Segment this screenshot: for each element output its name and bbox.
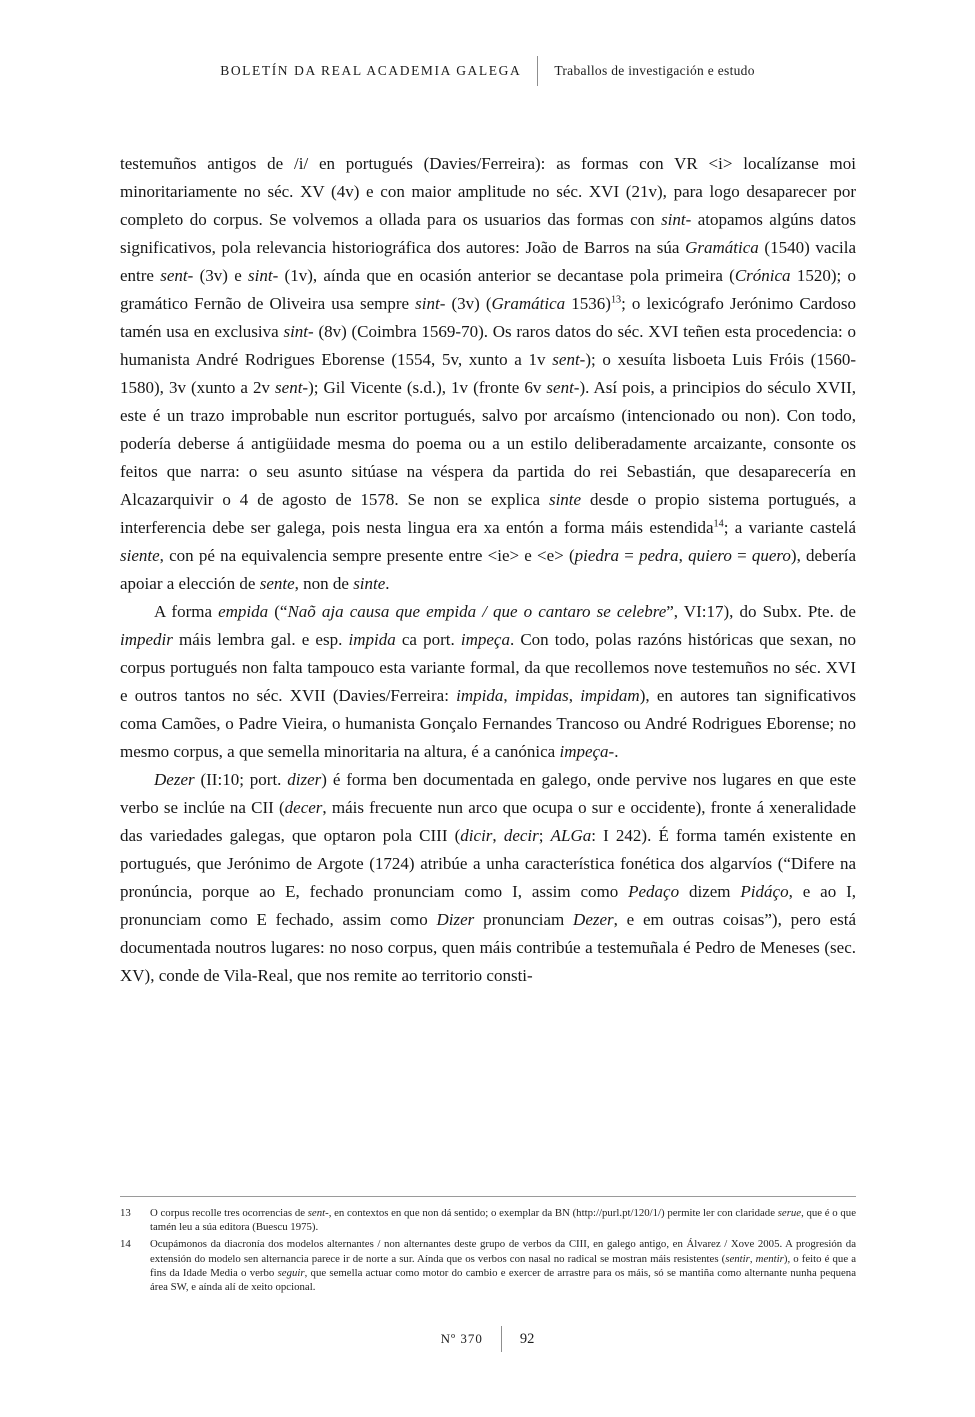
emphasis-text: seguir — [277, 1266, 305, 1279]
emphasis-text: piedra — [574, 546, 620, 565]
emphasis-text: Pidáço — [740, 882, 789, 901]
emphasis-text: siente — [120, 546, 160, 565]
footnotes — [120, 1196, 856, 1297]
emphasis-text: Crónica — [734, 266, 791, 285]
emphasis-text: sinte — [548, 490, 582, 509]
emphasis-text: impeça — [460, 630, 510, 649]
emphasis-text: dizer — [287, 770, 322, 789]
page-footer — [0, 1326, 975, 1352]
emphasis-text: quero — [751, 546, 791, 565]
issue-number: Nº 370 — [440, 1331, 483, 1346]
section-title: Traballos de investigación e estudo — [554, 63, 755, 78]
footnote-text: Ocupámonos da diacronía dos modelos alternantes / non alternantes deste grupo de verbos da CIII, en galego antigo, en Álvarez / Xove 2005. A progresión da extensión do modelo sen alternancia parece ir de norte a sur. Aínda que os verbos con nasal no radical se mostran máis resistentes (sentir, mentir), o feito é que a fins da Idade Media o verbo seguir, que semella actuar como motor do cambio e exercer de arrastre para os máis, só se mantiña como alternante nunha pequena área SW, e aínda alí de xeito opcional. — [150, 1238, 857, 1294]
emphasis-text: impidam — [580, 686, 640, 705]
emphasis-text: dicir — [460, 826, 493, 845]
footnote — [120, 1206, 856, 1234]
footnotes-list — [120, 1206, 856, 1294]
emphasis-text: sinte — [353, 574, 386, 593]
footnote-ref: 13 — [610, 294, 622, 306]
emphasis-text: impedir — [120, 630, 173, 649]
emphasis-text: sent- — [160, 266, 194, 285]
emphasis-text: quiero — [688, 546, 732, 565]
body-paragraphs — [120, 150, 856, 990]
footnote-number: 14 — [120, 1238, 131, 1251]
emphasis-text: pedra — [639, 546, 679, 565]
emphasis-text: sentir — [725, 1252, 750, 1265]
emphasis-text: sint- — [248, 266, 279, 285]
emphasis-text: Naõ aja causa que empida / que o cantaro se celebre — [287, 602, 667, 621]
footnote-number: 13 — [120, 1207, 131, 1219]
emphasis-text: serue — [777, 1207, 802, 1219]
emphasis-text: sent- — [552, 350, 586, 369]
emphasis-text: Dezer — [154, 770, 195, 789]
emphasis-text: decer — [284, 798, 323, 817]
emphasis-text: sent- — [275, 378, 309, 397]
emphasis-text: sint- — [283, 322, 314, 341]
footnote-rule — [120, 1196, 856, 1197]
emphasis-text: Dizer — [436, 910, 475, 929]
emphasis-text: empida — [218, 602, 269, 621]
emphasis-text: decir — [503, 826, 539, 845]
emphasis-text: sente — [259, 574, 295, 593]
emphasis-text: mentir — [755, 1252, 784, 1265]
paragraph: Dezer (II:10; port. dizer) é forma ben documentada en galego, onde pervive nos lugares en que este verbo se inclúe na CII (decer, máis frecuente nun arco que ocupa o sur e occidente), fronte á xeneralidade das variedades galegas, que optaron pola CIII (dicir, decir; ALGa: I 242). É forma tamén existente en portugués, que Jerónimo de Argote (1724) atribúe a unha característica fonética dos algarvíos (“Difere na pronúncia, porque ao E, fechado pronunciam como I, assim como Pedaço dizem Pidáço, e ao I, pronunciam como E fechado, assim como Dizer pronunciam Dezer, e em outras coisas”), pero está documentada noutros lugares: no noso corpus, quen máis contribúe a testemuñala é Pedro de Meneses (sec. XV), conde de Vila-Real, que nos remite ao territorio consti- — [120, 770, 857, 985]
emphasis-text: Gramática — [491, 294, 566, 313]
emphasis-text: sint- — [661, 210, 692, 229]
emphasis-text: impeça- — [559, 742, 615, 761]
emphasis-text: sint- — [415, 294, 446, 313]
emphasis-text: impida — [348, 630, 396, 649]
emphasis-text: Pedaço — [628, 882, 680, 901]
footnote-ref: 14 — [713, 518, 724, 530]
emphasis-text: sent- — [546, 378, 580, 397]
emphasis-text: impida — [456, 686, 504, 705]
paragraph: A forma empida (“Naõ aja causa que empida / que o cantaro se celebre”, VI:17), do Subx. Pte. de impedir máis lembra gal. e esp. impida ca port. impeça. Con todo, polas razóns históricas que sexan, no corpus portugués non falta tampouco esta variante formal, da que recollemos nove testemuños no séc. XVI e outros tantos no séc. XVII (Davies/Ferreira: impida, impidas, impidam), en autores tan significativos coma Camões, o Padre Vieira, o humanista Gonçalo Fernandes Trancoso ou André Rodrigues Eborense; no mesmo corpus, a que semella minoritaria na altura, é a canónica impeça-. — [120, 602, 857, 761]
page-number: 92 — [519, 1330, 535, 1347]
emphasis-text: Dezer — [573, 910, 614, 929]
page-header — [0, 56, 975, 86]
emphasis-text: Gramática — [685, 238, 759, 257]
emphasis-text: impidas — [514, 686, 569, 705]
header-divider — [537, 56, 538, 86]
footer-divider — [501, 1326, 502, 1352]
footnote — [120, 1237, 856, 1294]
journal-title: BOLETÍN DA REAL ACADEMIA GALEGA — [220, 63, 522, 78]
paragraph: testemuños antigos de /i/ en portugués (Davies/Ferreira): as formas con VR <i> localízanse moi minoritariamente no séc. XV (4v) e con maior amplitude no séc. XVI (21v), para logo desaparecer por completo do corpus. Se volvemos a ollada para os usuarios das formas con sint- atopamos algúns datos significativos, pola relevancia historiográfica dos autores: João de Barros na súa Gramática (1540) vacila entre sent- (3v) e sint- (1v), aínda que en ocasión anterior se decantase pola primeira (Crónica 1520); o gramático Fernão de Oliveira usa sempre sint- (3v) (Gramática 1536)$^{13}$; o lexicógrafo Jerónimo Cardoso tamén usa en exclusiva sint- (8v) (Coimbra 1569-70). Os raros datos do séc. XVI teñen esta procedencia: o humanista André Rodrigues Eborense (1554, 5v, xunto a 1v sent-); o xesuíta lisboeta Luis Fróis (1560-1580), 3v (xunto a 2v sent-); Gil Vicente (s.d.), 1v (fronte 6v sent-). Así pois, a principios do século XVII, este é un trazo improbable nun escritor portugués, salvo por arcaísmo (intencionado ou non). Con todo, podería deberse á antigüidade mesma do poema ou a un estilo deliberadamente arcaizante, consonte os feitos que narra: o seu asunto sitúase na véspera da partida do rei Sebastián, que desaparecería en Alcazarquivir o 4 de agosto de 1578. Se non se explica sinte desde o propio sistema portugués, a interferencia debe ser galega, pois nesta lingua era xa entón a forma máis estendida$^{14}$; a variante castelá siente, con pé na equivalencia sempre presente entre <ie> e <e> (piedra = pedra, quiero = quero), debería apoiar a elección de sente, non de sinte. — [120, 154, 857, 593]
emphasis-text: ALGa — [550, 826, 592, 845]
footnote-text: O corpus recolle tres ocorrencias de sent-, en contextos en que non dá sentido; o exemplar da BN (http://purl.pt/120/1/) permite ler con claridade serue, que é o que tamén leu a súa editora (Buescu 1975). — [150, 1207, 856, 1234]
emphasis-text: sent- — [307, 1207, 329, 1219]
